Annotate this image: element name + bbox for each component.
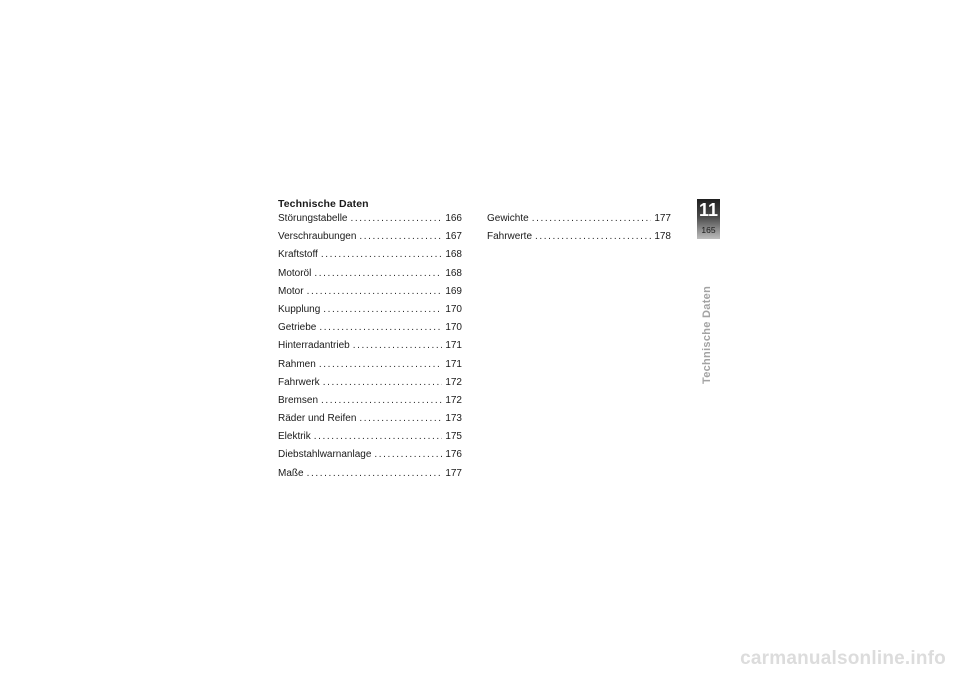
- toc-entry-label: Fahrwerk: [278, 376, 320, 388]
- dot-leader: [321, 249, 442, 260]
- toc-entry[interactable]: [278, 231, 462, 249]
- toc-entry-label: Motor: [278, 285, 304, 297]
- dot-leader: [314, 431, 443, 442]
- chapter-tab: [697, 199, 720, 239]
- toc-entry[interactable]: [278, 322, 462, 340]
- toc-entry-label: Räder und Reifen: [278, 413, 357, 425]
- dot-leader: [323, 304, 442, 315]
- toc-entry-page: 177: [654, 213, 671, 224]
- page-number: 165: [701, 225, 716, 235]
- watermark: carmanualsonline.info: [740, 648, 946, 669]
- toc-entry-page: 173: [445, 413, 462, 425]
- toc-entry-page: 168: [445, 249, 462, 261]
- toc-entry-label: Kraftstoff: [278, 249, 318, 261]
- toc-entry-label: Störungstabelle: [278, 213, 348, 224]
- dot-leader: [314, 268, 442, 279]
- toc-entry-page: 171: [445, 358, 462, 370]
- toc-entry-label: Bremsen: [278, 394, 319, 406]
- toc-entry-page: 170: [445, 322, 462, 334]
- side-chapter-title: Technische Daten: [701, 285, 713, 384]
- dot-leader: [351, 213, 443, 224]
- toc-entry-label: Verschraubungen: [278, 231, 357, 243]
- chapter-number: 11: [698, 200, 719, 220]
- toc-entry-label: Kupplung: [278, 303, 321, 315]
- toc-entry-page: 177: [445, 467, 462, 479]
- dot-leader: [353, 340, 443, 351]
- toc-entry[interactable]: [278, 304, 462, 322]
- toc-left-column: [278, 213, 462, 486]
- toc-entry-page: 170: [445, 303, 462, 315]
- toc-entry[interactable]: [278, 468, 462, 486]
- toc-entry[interactable]: [278, 268, 462, 286]
- dot-leader: [374, 449, 442, 460]
- toc-entry-label: Motoröl: [278, 267, 312, 279]
- toc-entry[interactable]: [487, 213, 671, 231]
- toc-entry-page: 169: [445, 285, 462, 297]
- dot-leader: [307, 468, 443, 479]
- toc-entry-page: 176: [445, 449, 462, 461]
- dot-leader: [532, 213, 652, 224]
- toc-entry-page: 168: [445, 267, 462, 279]
- toc-entry[interactable]: [278, 359, 462, 377]
- toc-entry-page: 167: [445, 231, 462, 243]
- toc-entry[interactable]: [278, 413, 462, 431]
- dot-leader: [323, 377, 443, 388]
- toc-entry-label: Hinterradantrieb: [278, 340, 350, 352]
- toc-entry-page: 172: [445, 376, 462, 388]
- toc-entry[interactable]: [278, 449, 462, 467]
- toc-entry[interactable]: [278, 340, 462, 358]
- dot-leader: [319, 322, 442, 333]
- section-title: Technische Daten: [278, 198, 369, 210]
- toc-entry-page: 178: [654, 231, 671, 243]
- toc-entry-label: Maße: [278, 467, 304, 479]
- toc-entry[interactable]: [278, 377, 462, 395]
- toc-entry-label: Rahmen: [278, 358, 316, 370]
- toc-entry[interactable]: [487, 231, 671, 249]
- dot-leader: [359, 413, 442, 424]
- toc-entry[interactable]: [278, 431, 462, 449]
- toc-entry-label: Getriebe: [278, 322, 317, 334]
- toc-entry-label: Diebstahlwarnanlage: [278, 449, 372, 461]
- toc-entry-label: Fahrwerte: [487, 231, 533, 243]
- toc-entry-label: Gewichte: [487, 213, 529, 224]
- dot-leader: [535, 231, 651, 242]
- toc-entry[interactable]: [278, 395, 462, 413]
- toc-entry[interactable]: [278, 286, 462, 304]
- dot-leader: [307, 286, 443, 297]
- toc-entry-label: Elektrik: [278, 431, 311, 443]
- toc-entry-page: 171: [445, 340, 462, 352]
- toc-entry[interactable]: [278, 213, 462, 231]
- toc-entry-page: 172: [445, 394, 462, 406]
- toc-entry[interactable]: [278, 249, 462, 267]
- dot-leader: [319, 359, 443, 370]
- toc-right-column: [487, 213, 671, 249]
- dot-leader: [359, 231, 442, 242]
- toc-entry-page: 166: [445, 213, 462, 224]
- toc-entry-page: 175: [445, 431, 462, 443]
- dot-leader: [321, 395, 442, 406]
